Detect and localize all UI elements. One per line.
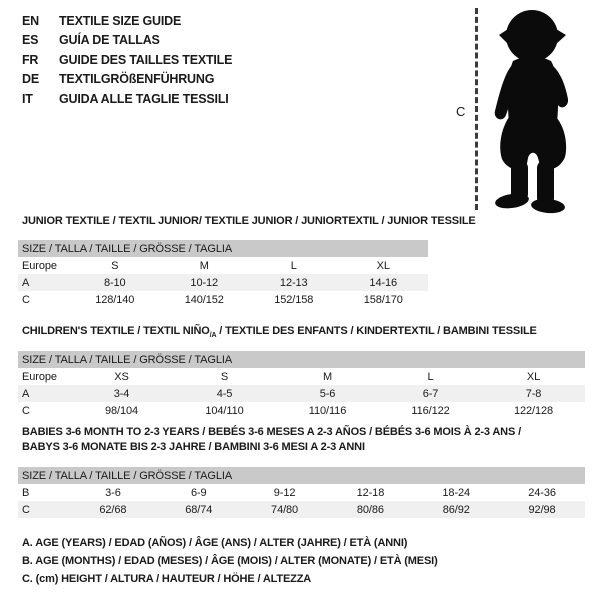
row-label: A	[22, 387, 30, 400]
table-cell: 6-9	[190, 486, 207, 499]
table-cell: 24-36	[528, 486, 556, 499]
table-cell: M	[199, 259, 209, 272]
table-cell: 104/110	[205, 404, 244, 417]
lang-code: ES	[22, 33, 39, 48]
table-cell: 98/104	[104, 404, 139, 417]
size-header-row: SIZE / TALLA / TAILLE / GRÖSSE / TAGLIA	[18, 240, 428, 257]
babies-table-title	[22, 425, 521, 455]
table-cell: 5-6	[319, 387, 336, 400]
table-cell: L	[290, 259, 297, 272]
table-cell: S	[220, 370, 229, 383]
lang-row-fr	[22, 50, 232, 70]
lang-code: FR	[22, 52, 39, 67]
table-cell: 12-13	[279, 276, 308, 289]
table-cell: L	[427, 370, 434, 383]
height-dashed-line	[475, 8, 478, 210]
table-cell: 14-16	[369, 276, 398, 289]
lang-code: IT	[22, 91, 33, 106]
table-cell: 4-5	[216, 387, 233, 400]
table-cell: XS	[114, 370, 129, 383]
size-header-row: SIZE / TALLA / TAILLE / GRÖSSE / TAGLIA	[18, 467, 585, 484]
table-row-age	[18, 385, 585, 402]
lang-title: TEXTILGRÖßENFÜHRUNG	[59, 72, 215, 87]
table-row-europe	[18, 368, 585, 385]
table-row-height	[18, 501, 585, 518]
table-row-age	[18, 274, 428, 291]
table-cell: M	[322, 370, 333, 383]
children-table-title	[22, 324, 537, 343]
row-label: C	[22, 404, 30, 417]
table-cell: 128/140	[95, 293, 135, 306]
table-cell: 140/152	[184, 293, 224, 306]
table-cell: 152/158	[274, 293, 314, 306]
lang-row-es	[22, 31, 232, 51]
table-cell: XL	[526, 370, 541, 383]
lang-title: TEXTILE SIZE GUIDE	[59, 13, 182, 28]
title-part: CHILDREN'S TEXTILE / TEXTIL NIÑO	[22, 325, 210, 337]
table-cell: 9-12	[273, 486, 296, 499]
table-cell: 158/170	[363, 293, 403, 306]
title-subscript: /A	[209, 332, 217, 340]
table-cell: 122/128	[513, 404, 554, 417]
height-marker-label: C	[456, 104, 466, 119]
table-cell: 62/68	[99, 503, 127, 516]
table-cell: 3-4	[113, 387, 130, 400]
lang-title: GUÍA DE TALLAS	[59, 33, 160, 48]
table-cell: 80/86	[356, 503, 384, 516]
children-size-table	[18, 351, 585, 419]
table-row-months	[18, 484, 585, 501]
babies-size-table	[18, 467, 585, 518]
table-cell: 10-12	[190, 276, 219, 289]
junior-size-table	[18, 240, 428, 308]
table-cell: 8-10	[103, 276, 126, 289]
lang-row-de	[22, 70, 232, 90]
table-row-height	[18, 402, 585, 419]
table-cell: XL	[376, 259, 390, 272]
baby-silhouette-icon	[481, 5, 585, 215]
language-guide-block	[22, 11, 232, 109]
note-age-months: B. AGE (MONTHS) / EDAD (MESES) / ÂGE (MOIS) / ALTER (MONATE) / ETÀ (MESI)	[22, 555, 438, 567]
lang-row-it	[22, 89, 232, 109]
lang-title: GUIDE DES TAILLES TEXTILE	[59, 52, 233, 67]
row-label: C	[22, 293, 30, 306]
size-header-row: SIZE / TALLA / TAILLE / GRÖSSE / TAGLIA	[18, 351, 585, 368]
row-label: C	[22, 503, 30, 516]
table-cell: 18-24	[442, 486, 471, 499]
table-cell: 116/122	[411, 404, 450, 417]
table-row-europe	[18, 257, 428, 274]
row-label: B	[22, 486, 30, 499]
table-cell: 74/80	[271, 503, 299, 516]
lang-code: DE	[22, 72, 39, 87]
table-row-height	[18, 291, 428, 308]
row-label: Europe	[22, 370, 57, 383]
babies-title-line2: BABYS 3-6 MONATE BIS 2-3 JAHRE / BAMBINI 3-6 MESI A 2-3 ANNI	[22, 441, 365, 453]
table-cell: 110/116	[308, 404, 347, 417]
lang-code: EN	[22, 13, 39, 28]
lang-title: GUIDA ALLE TAGLIE TESSILI	[59, 91, 229, 106]
note-age-years: A. AGE (YEARS) / EDAD (AÑOS) / ÂGE (ANS) / ALTER (JAHRE) / ETÀ (ANNI)	[22, 537, 408, 549]
row-label: A	[22, 276, 30, 289]
table-cell: 68/74	[185, 503, 213, 516]
junior-table-title: JUNIOR TEXTILE / TEXTIL JUNIOR/ TEXTILE JUNIOR / JUNIORTEXTIL / JUNIOR TESSILE	[22, 215, 476, 227]
note-height-cm: C. (cm) HEIGHT / ALTURA / HAUTEUR / HÖHE / ALTEZZA	[22, 573, 312, 585]
table-cell: 92/98	[528, 503, 556, 516]
table-cell: 86/92	[442, 503, 470, 516]
title-part: / TEXTILE DES ENFANTS / KINDERTEXTIL / BAMBINI TESSILE	[216, 325, 537, 337]
babies-title-line1: BABIES 3-6 MONTH TO 2-3 YEARS / BEBÉS 3-6 MESES A 2-3 AÑOS / BÉBÉS 3-6 MOIS À 2-3 ANS /	[22, 426, 521, 438]
table-cell: 6-7	[422, 387, 439, 400]
row-label: Europe	[22, 259, 57, 272]
table-cell: 7-8	[525, 387, 542, 400]
table-cell: S	[111, 259, 119, 272]
lang-row-en	[22, 11, 232, 31]
table-cell: 3-6	[105, 486, 121, 499]
table-cell: 12-18	[356, 486, 385, 499]
